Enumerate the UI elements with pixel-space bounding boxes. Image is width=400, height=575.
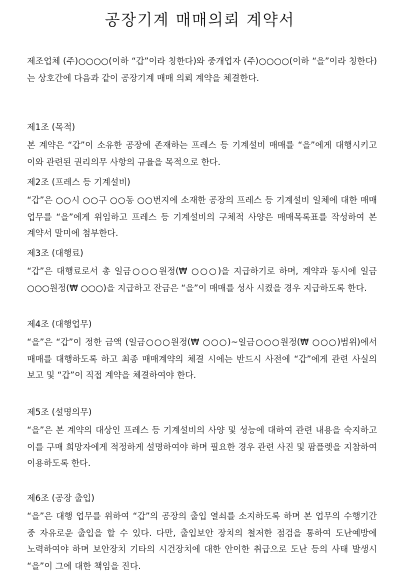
- article-heading: 제3조 (대행료): [27, 249, 84, 259]
- article-heading: 제2조 (프레스 등 기계설비): [27, 178, 131, 188]
- article-4: [27, 319, 377, 385]
- article-2: [27, 177, 377, 243]
- article-body: “을”은 본 계약의 대상인 프레스 등 기계설비의 사양 및 성능에 대하여 관련 내용을 숙지하고 이를 구매 희망자에게 적정하게 설명하여야 하며 필요한 경우 관련 사진 및 팜플렛을 지참하여 이용하도록 한다.: [27, 426, 377, 469]
- article-6: [27, 493, 377, 575]
- article-5: [27, 407, 377, 473]
- article-3: [27, 248, 377, 297]
- article-1: [27, 122, 377, 171]
- article-body: 본 계약은 “갑”이 소유한 공장에 존재하는 프레스 등 기계설비 매매를 “을”에게 대행시키고 이와 관련된 권리의무 사항의 규율을 목적으로 한다.: [27, 141, 377, 168]
- article-body: “갑”은 대행료로서 총 일금○○○원정(₩ ○○○)을 지급하기로 하며, 계약과 동시에 일금○○○원정(₩ ○○○)을 지급하고 잔금은 “을”이 매매를 성사 시켰을 경우 지급하도록 한다.: [27, 267, 377, 294]
- article-body: “을”은 “갑”이 정한 금액 (일금○○○원정(₩ ○○○)~일금○○○원정(₩ ○○○)범위)에서 매매를 대행하도록 하고 최종 매매계약의 체결 시에는 반드시 사전에 “갑”에게 관련 사실의 보고 및 “갑”이 직접 계약을 체결하여야 한다.: [27, 338, 377, 381]
- document-title: 공장기계 매매의뢰 계약서: [104, 11, 296, 29]
- article-heading: 제4조 (대행업무): [27, 320, 92, 330]
- article-heading: 제5조 (설명의무): [27, 408, 92, 418]
- article-body: “갑”은 ○○시 ○○구 ○○동 ○○번지에 소재한 공장의 프레스 등 기계설비 일체에 대한 매매 업무를 “을”에게 위임하고 프레스 등 기계설비의 구체적 사양은 매매목록표를 작성하여 본 계약서 말미에 첨부한다.: [27, 196, 377, 239]
- contract-intro: 제조업체 (주)○○○○(이하 “갑”이라 칭한다)와 중개업자 (주)○○○○(이하 “을”이라 칭한다)는 상호간에 다음과 같이 공장기계 매매 의뢰 계약을 체결한다.: [27, 57, 377, 84]
- article-body: “을”은 대행 업무를 위하여 “갑”의 공장의 출입 열쇠를 소지하도록 하며 본 업무의 수행기간 중 자유로운 출입을 할 수 있다. 다만, 출입보안 장치의 철저한 점검을 통하여 도난예방에 노력하여야 하며 보안장치 기타의 시건장치에 대한 안이한 취급으로 도난 등의 사태 발생시 “을”이 그에 대한 책임을 진다.: [27, 512, 377, 572]
- article-heading: 제1조 (목적): [27, 123, 76, 133]
- article-heading: 제6조 (공장 출입): [27, 494, 95, 504]
